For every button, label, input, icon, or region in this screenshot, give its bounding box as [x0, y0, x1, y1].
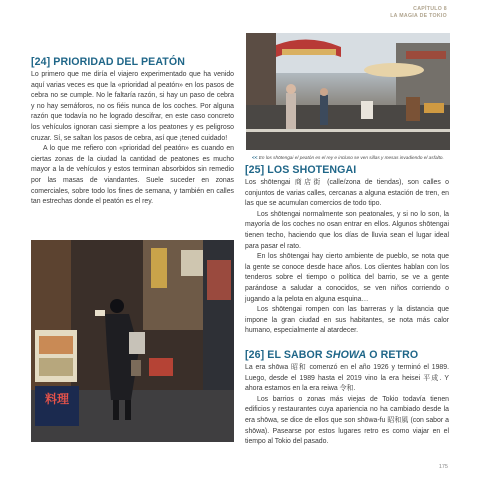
shop-photo-illustration	[31, 240, 234, 442]
section-26	[245, 349, 449, 448]
section-24	[31, 56, 234, 208]
shop-sign: 料理	[44, 392, 69, 406]
chapter-label: CAPÍTULO 8	[413, 6, 447, 12]
section-26-paragraph-1: La era shōwa 昭和 comenzó en el año 1926 y terminó el 1989. Luego, desde el 1989 hasta el 2019 vino la era heisei 平成. Y ahora estamos en la era reiwa 令和.	[245, 364, 449, 393]
section-26-heading-post: O RETRO	[366, 349, 419, 361]
shop-photo	[31, 240, 234, 442]
book-title: LA MAGIA DE TOKIO	[390, 13, 447, 19]
section-26-heading	[245, 349, 449, 362]
section-25-heading: [25] LOS SHOTENGAI	[245, 164, 357, 176]
section-25-paragraph-2: Los shōtengai normalmente son peatonales, y si no lo son, la mayoría de los coches no osan entrar en ellos. Algunos shōtengai tienen techo, haciendo que los días de lluvia sean el lugar ideal para pasar el rato.	[245, 210, 449, 250]
section-25-paragraph-3: En los shōtengai hay cierto ambiente de pueblo, se nota que la gente se conoce desde hace años. Los clientes hablan con los tenderos sobre el tiempo o política del barrio, se ve a gente parándose a saludar a conocidos, se ven niños corriendo o jugando a la pelota en alguna esquina…	[245, 253, 449, 303]
section-26-heading-pre: [26] EL SABOR	[245, 349, 326, 361]
running-head	[390, 6, 447, 20]
street-photo-caption	[252, 155, 452, 161]
caption-marker: <<	[252, 155, 258, 160]
section-25-paragraph-1: Los shōtengai 商店街 (calle/zona de tiendas), son calles o conjuntos de varias calles, cercanas a alguna estación de tren, en las que se acumulan comercios de todo tipo.	[245, 179, 449, 208]
page-number: 175	[438, 464, 448, 470]
caption-text: En los shōtengai el peatón es el rey e incluso se ven sillas y mesas invadiendo el asfalto.	[258, 155, 444, 160]
section-25-paragraph-4: Los shōtengai rompen con las barreras y la distancia que impone la gran ciudad en sus habitantes, se nota más calor humano, especialmente al atardecer.	[245, 306, 449, 335]
section-24-heading: [24] PRIORIDAD DEL PEATÓN	[31, 56, 185, 68]
section-26-paragraph-2: Los barrios o zonas más viejas de Tokio todavía tienen edificios y restaurantes cuya apariencia no ha cambiado desde la era shōwa, se dice de ellos que son shōwa-fu 昭和風 (con sabor a shōwa). Pasearse por estos lugares retro es como viajar en el tiempo al Tokio del pasado.	[245, 395, 449, 446]
section-24-paragraph-1: Lo primero que me diría el viajero experimentado que ha venido aquí varias veces es que la «prioridad al peatón» en los pasos de cebra no se cumple. No le faltaría razón, si hay un paso de cebra y no hay semáforos, no os fiéis nunca de los coches. Por alguna razón que todavía no he logrado descifrar, en este caso concreto los vehículos ignoran casi siempre a los peatones y es peligroso cruzar. Sí, se saltan los pasos de cebra, así que ¡tened cuidado!	[31, 71, 234, 142]
street-photo-illustration	[246, 33, 450, 150]
street-photo	[246, 33, 450, 150]
section-25	[245, 164, 449, 337]
section-24-paragraph-2: A lo que me refiero con «prioridad del peatón» es cuando en ciertas zonas de la ciudad la cantidad de peatones es mucho mayor a la de vehículos y estos terminan absorbidos sin remedio por las masas de viandantes. Suele suceder en zonas comerciales, sobre todo los fines de semana, y también en calles tan estrechas donde el peatón es el rey.	[31, 145, 234, 206]
section-26-heading-italic: SHOWA	[325, 349, 367, 361]
